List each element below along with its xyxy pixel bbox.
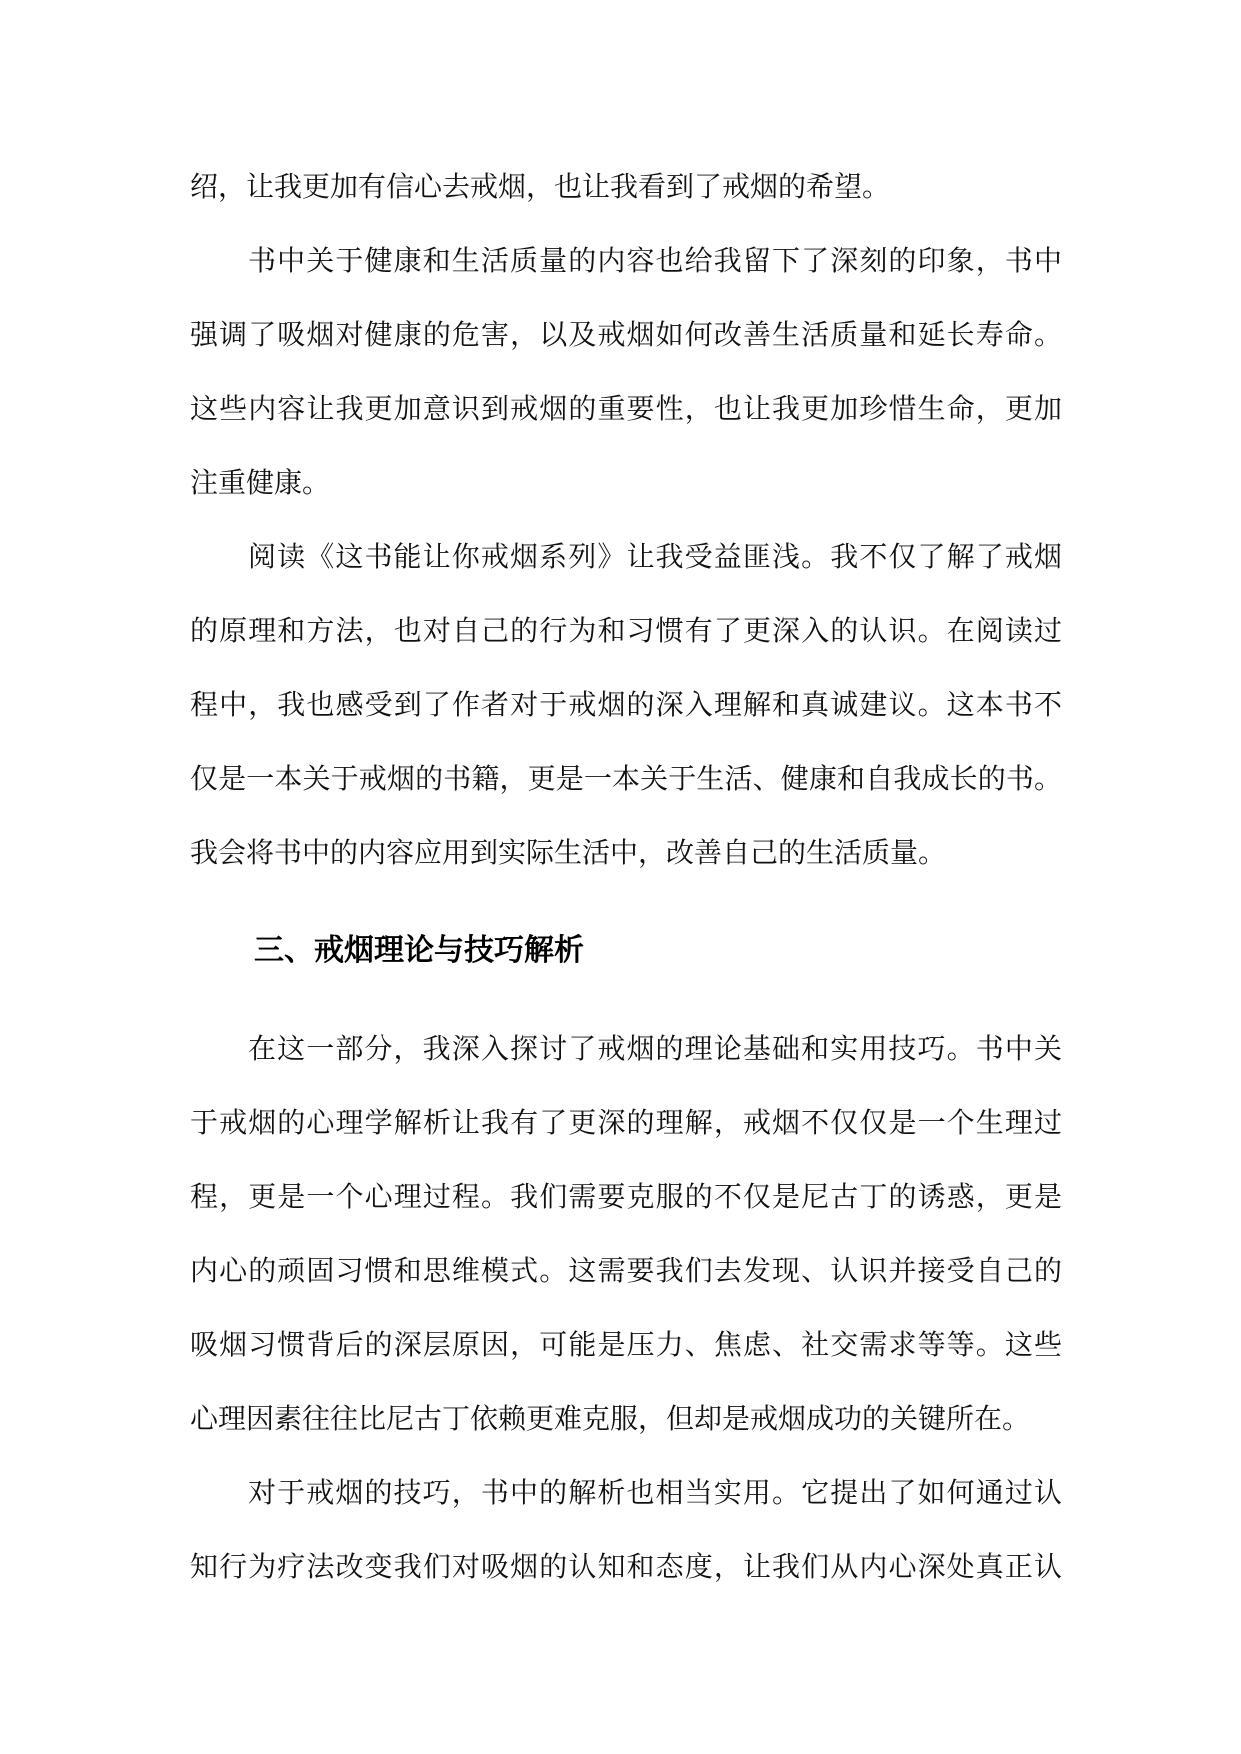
document-body xyxy=(190,150,1062,1604)
paragraph-line: 仅是一本关于戒烟的书籍，更是一本关于生活、健康和自我成长的书。 xyxy=(190,762,1062,795)
paragraph-line: 阅读《这书能让你戒烟系列》让我受益匪浅。我不仅了解了戒烟 xyxy=(248,540,1062,573)
paragraph-line: 心理因素往往比尼古丁依赖更难克服，但却是戒烟成功的关键所在。 xyxy=(190,1402,1031,1435)
paragraph-line: 吸烟习惯背后的深层原因，可能是压力、焦虑、社交需求等等。这些 xyxy=(190,1328,1062,1361)
paragraph-line: 的原理和方法，也对自己的行为和习惯有了更深入的认识。在阅读过 xyxy=(190,614,1062,647)
paragraph-line: 对于戒烟的技巧，书中的解析也相当实用。它提出了如何通过认 xyxy=(248,1476,1062,1509)
paragraph-line: 我会将书中的内容应用到实际生活中，改善自己的生活质量。 xyxy=(190,836,947,869)
paragraph-line: 绍，让我更加有信心去戒烟，也让我看到了戒烟的希望。 xyxy=(190,170,891,203)
paragraph-line: 内心的顽固习惯和思维模式。这需要我们去发现、认识并接受自己的 xyxy=(190,1254,1062,1287)
paragraph-line: 于戒烟的心理学解析让我有了更深的理解，戒烟不仅仅是一个生理过 xyxy=(190,1106,1062,1139)
paragraph-line: 书中关于健康和生活质量的内容也给我留下了深刻的印象，书中 xyxy=(248,244,1062,277)
paragraph-line: 在这一部分，我深入探讨了戒烟的理论基础和实用技巧。书中关 xyxy=(248,1032,1062,1065)
paragraph-line: 程中，我也感受到了作者对于戒烟的深入理解和真诚建议。这本书不 xyxy=(190,688,1062,721)
paragraph-line: 强调了吸烟对健康的危害，以及戒烟如何改善生活质量和延长寿命。 xyxy=(190,318,1062,351)
paragraph-line: 这些内容让我更加意识到戒烟的重要性，也让我更加珍惜生命，更加 xyxy=(190,392,1062,425)
paragraph-line: 程，更是一个心理过程。我们需要克服的不仅是尼古丁的诱惑，更是 xyxy=(190,1180,1062,1213)
paragraph-line: 知行为疗法改变我们对吸烟的认知和态度，让我们从内心深处真正认 xyxy=(190,1550,1062,1583)
paragraph-line: 注重健康。 xyxy=(190,466,331,499)
section-heading: 三、戒烟理论与技巧解析 xyxy=(254,933,584,968)
